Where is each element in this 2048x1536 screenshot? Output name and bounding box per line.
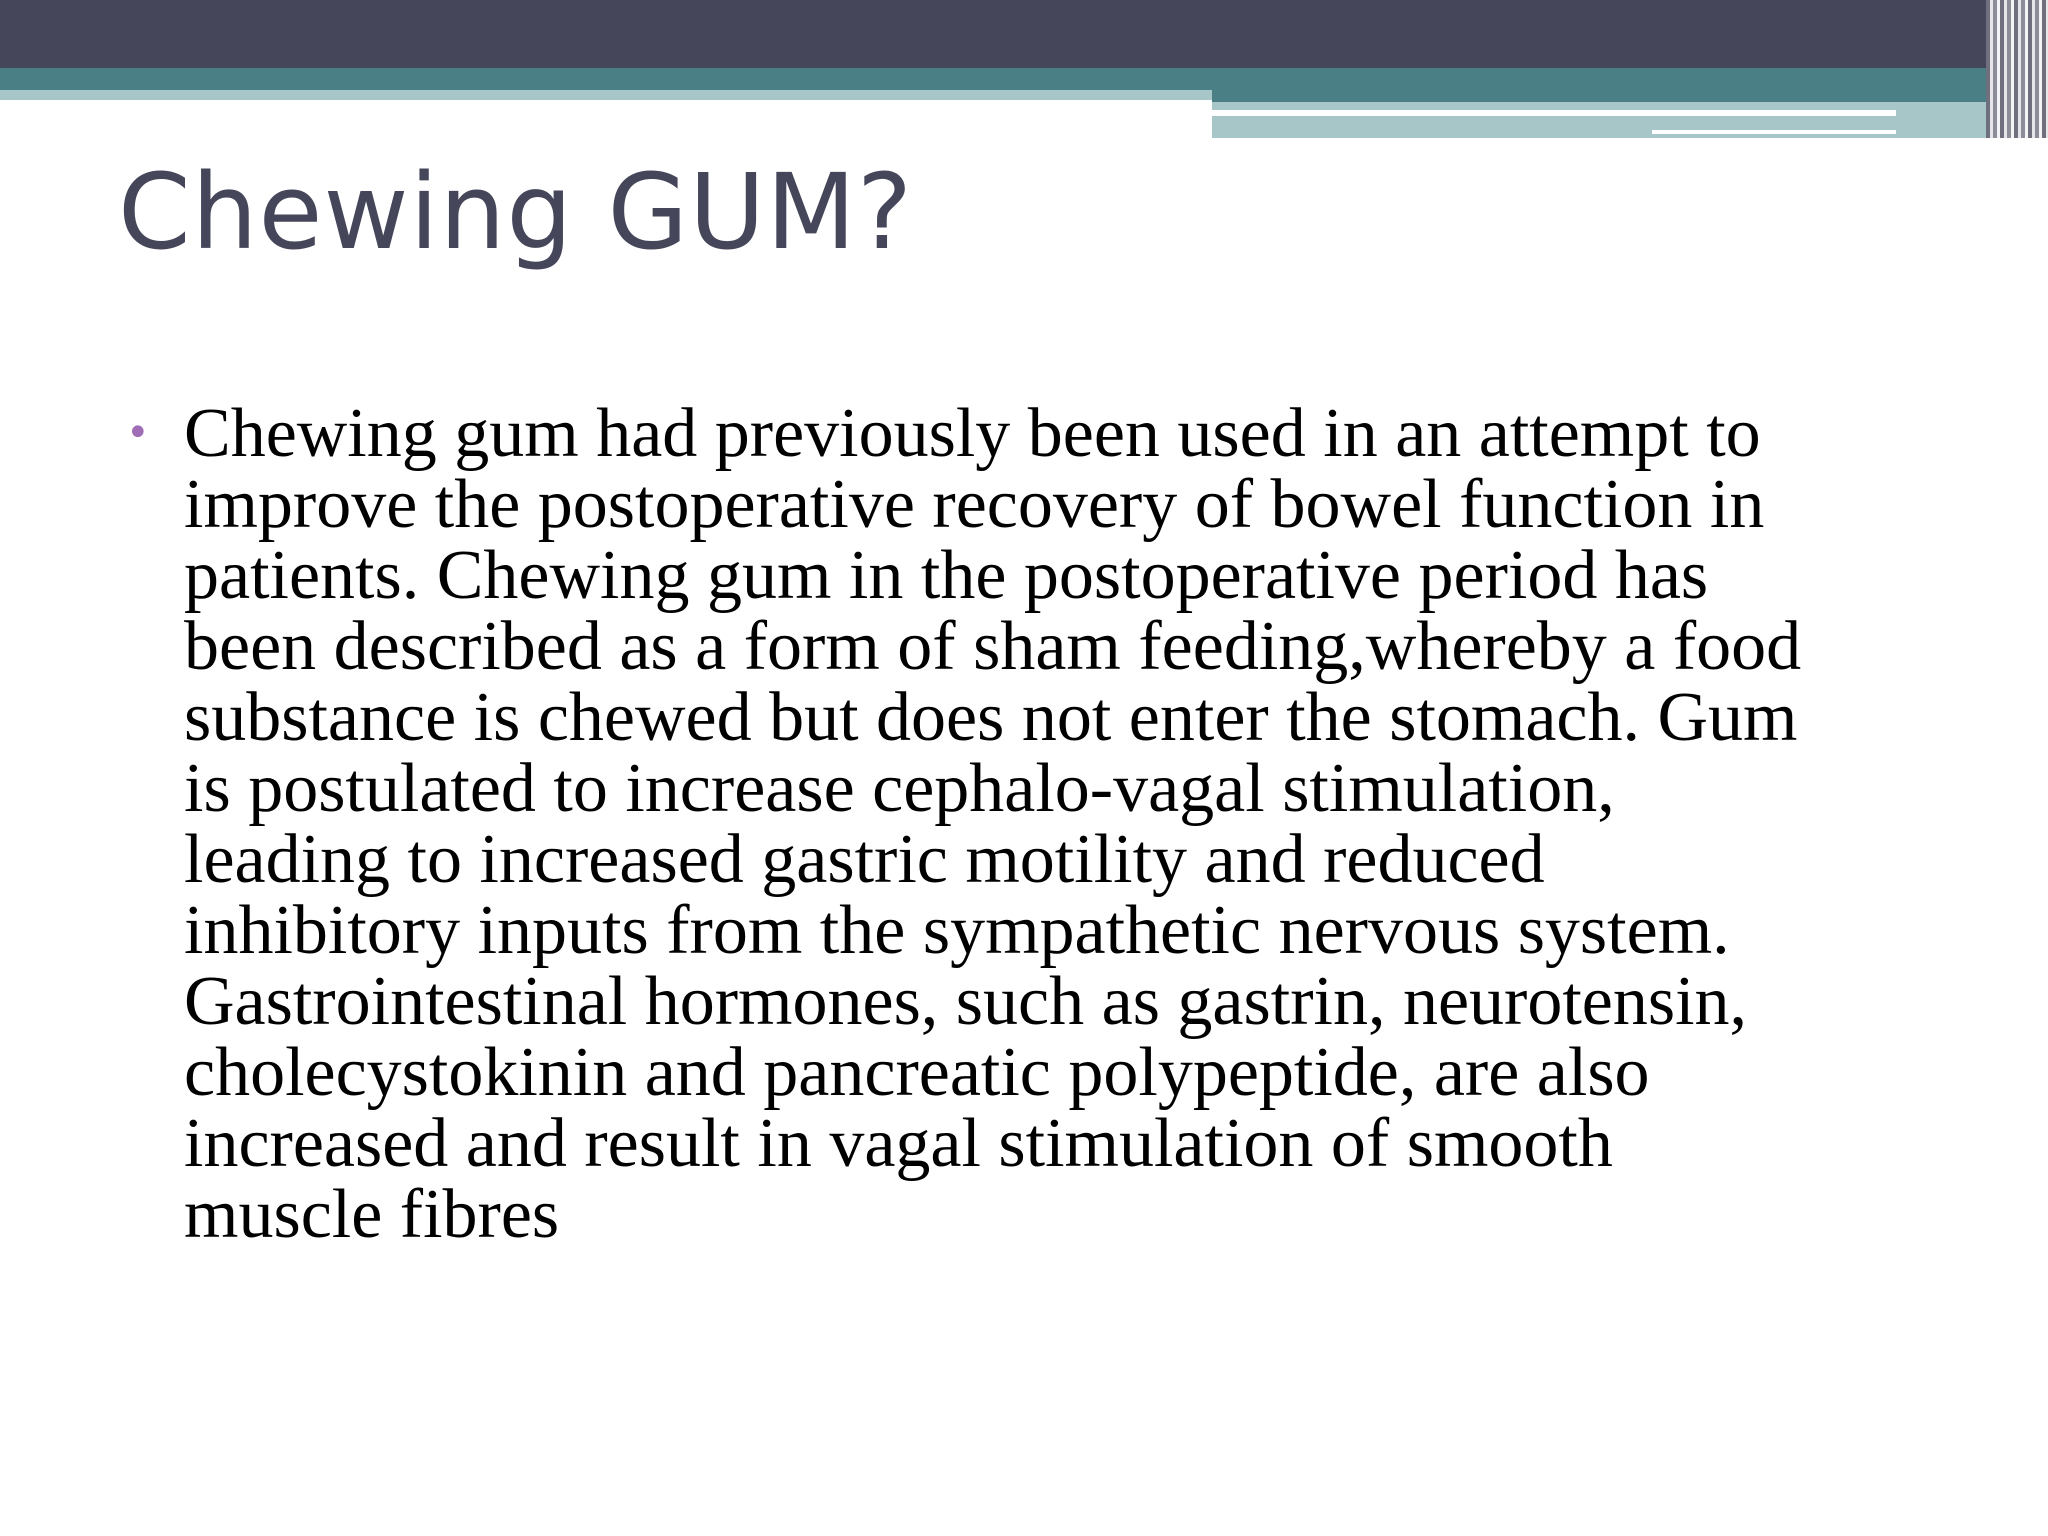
bullet-text-line: cholecystokinin and pancreatic polypeptide, are also — [184, 1034, 1650, 1111]
header-banner-light-left — [0, 90, 1212, 100]
bullet-text-line: improve the postoperative recovery of bowel function in — [184, 466, 1765, 543]
header-banner-white-line-secondary — [1652, 130, 1896, 134]
header-banner-teal — [0, 68, 2048, 90]
corner-stripes-decoration — [1986, 0, 2048, 138]
bullet-text-line: inhibitory inputs from the sympathetic nervous system. — [184, 892, 1730, 969]
header-banner-dark — [0, 0, 2048, 68]
bullet-text-line: increased and result in vagal stimulation of smooth — [184, 1105, 1613, 1182]
slide-title: Chewing GUM? — [118, 151, 914, 273]
header-banner-teal-right — [1212, 90, 2048, 102]
bullet-text-line: been described as a form of sham feeding,whereby a food — [184, 608, 1802, 685]
header-banner-light-right — [1212, 102, 2048, 138]
bullet-item — [126, 395, 1926, 1253]
bullet-text-line: patients. Chewing gum in the postoperative period has — [184, 537, 1709, 614]
bullet-marker-icon: • — [126, 410, 150, 456]
bullet-text-line: substance is chewed but does not enter the stomach. Gum — [184, 679, 1798, 756]
bullet-list — [126, 395, 1926, 1253]
bullet-text-line: Gastrointestinal hormones, such as gastrin, neurotensin, — [184, 963, 1748, 1040]
header-banner-white-line — [1212, 110, 1896, 116]
bullet-text-line: leading to increased gastric motility and reduced — [184, 821, 1545, 898]
bullet-text-line: Chewing gum had previously been used in an attempt to — [184, 395, 1761, 472]
bullet-text-line: muscle fibres — [184, 1176, 560, 1253]
bullet-text-line: is postulated to increase cephalo-vagal stimulation, — [184, 750, 1615, 827]
